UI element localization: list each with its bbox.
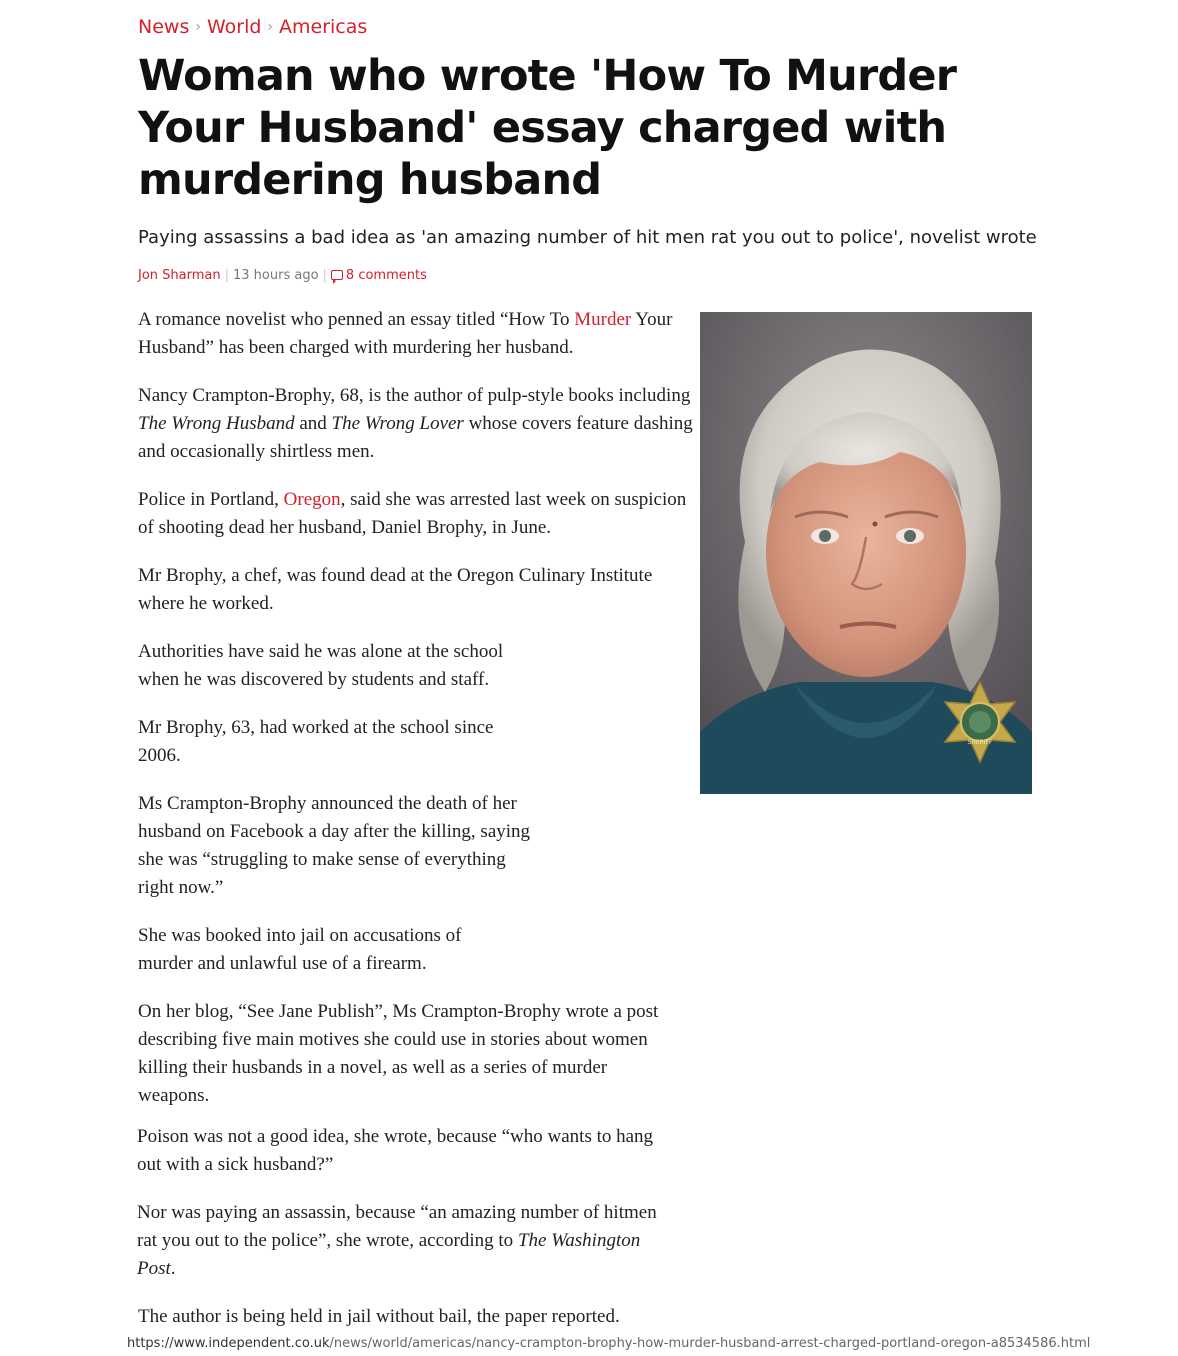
paragraph-text: and: [294, 413, 332, 434]
breadcrumb-separator: ›: [267, 19, 274, 35]
byline: [138, 268, 427, 283]
paragraph: Ms Crampton-Brophy announced the death of her husband on Facebook a day after the killing, saying she was “struggling to make sense of everything right now.”: [138, 793, 531, 898]
paragraph-text: Police in Portland,: [138, 489, 284, 510]
breadcrumb-world[interactable]: World: [206, 16, 262, 38]
url-path: /news/world/americas/nancy-crampton-brophy-how-murder-husband-arrest-charged-portland-oregon-a8534586.html: [329, 1336, 1091, 1351]
article-headline: Woman who wrote 'How To Murder Your Husband' essay charged with murdering husband: [138, 51, 957, 205]
paragraph: Mr Brophy, a chef, was found dead at the Oregon Culinary Institute where he worked.: [138, 565, 653, 614]
breadcrumb-separator: ›: [195, 19, 201, 35]
breadcrumb: [138, 16, 367, 38]
paragraph: She was booked into jail on accusations of murder and unlawful use of a firearm.: [138, 925, 462, 974]
publish-time: 13 hours ago: [233, 268, 319, 283]
comment-icon: [331, 270, 343, 280]
paragraph-text: whose covers feature dashing and occasionally shirtless men.: [138, 413, 693, 462]
url-domain: https://www.independent.co.uk: [127, 1336, 330, 1351]
murder-topic-link[interactable]: Murder: [574, 309, 632, 330]
paragraph: [137, 1199, 677, 1283]
paragraph-text: , said she was arrested last week on suspicion of shooting dead her husband, Daniel Brophy, in June.: [138, 489, 687, 538]
paragraph-text: .: [170, 1258, 176, 1279]
paragraph-text: A romance novelist who penned an essay titled “How To: [138, 309, 575, 330]
breadcrumb-news[interactable]: News: [138, 16, 190, 38]
byline-divider: |: [224, 268, 229, 283]
paragraph-text: Nor was paying an assassin, because “an amazing number of hitmen rat you out to the police”, she wrote, according to: [137, 1202, 657, 1251]
paragraph-text: Your Husband” has been charged with murdering her husband.: [138, 309, 673, 358]
paragraph: Mr Brophy, 63, had worked at the school since 2006.: [138, 717, 494, 766]
badge-label: SHERIFF: [967, 739, 993, 746]
mugshot-image: [700, 312, 1032, 794]
publication-name: The Washington Post: [137, 1230, 641, 1279]
paragraph-text: Nancy Crampton-Brophy, 68, is the author of pulp-style books including: [138, 385, 691, 406]
author-link[interactable]: Jon Sharman: [138, 268, 221, 283]
article-standfirst: Paying assassins a bad idea as 'an amazing number of hit men rat you out to police', novelist wrote: [138, 227, 1037, 248]
paragraph: [138, 486, 688, 542]
mugshot-illustration: [700, 312, 1032, 794]
paragraph: [138, 306, 688, 362]
paragraph: Authorities have said he was alone at the school when he was discovered by students and staff.: [138, 641, 504, 690]
comments-link[interactable]: [331, 268, 427, 283]
paragraph: On her blog, “See Jane Publish”, Ms Crampton-Brophy wrote a post describing five main motives she could use in stories about women killing their husbands in a novel, as well as a series of murder weapons.: [138, 1001, 659, 1106]
status-bar-url: [127, 1336, 1090, 1351]
oregon-topic-link[interactable]: Oregon: [283, 489, 341, 510]
byline-divider: |: [322, 268, 327, 283]
breadcrumb-americas[interactable]: Americas: [279, 16, 368, 38]
book-title: The Wrong Husband: [138, 413, 295, 434]
comments-count: 8 comments: [345, 268, 427, 283]
paragraph: The author is being held in jail without bail, the paper reported.: [138, 1306, 620, 1327]
paragraph: Poison was not a good idea, she wrote, because “who wants to hang out with a sick husband?”: [137, 1126, 654, 1175]
book-title: The Wrong Lover: [331, 413, 464, 434]
paragraph: [138, 382, 693, 466]
